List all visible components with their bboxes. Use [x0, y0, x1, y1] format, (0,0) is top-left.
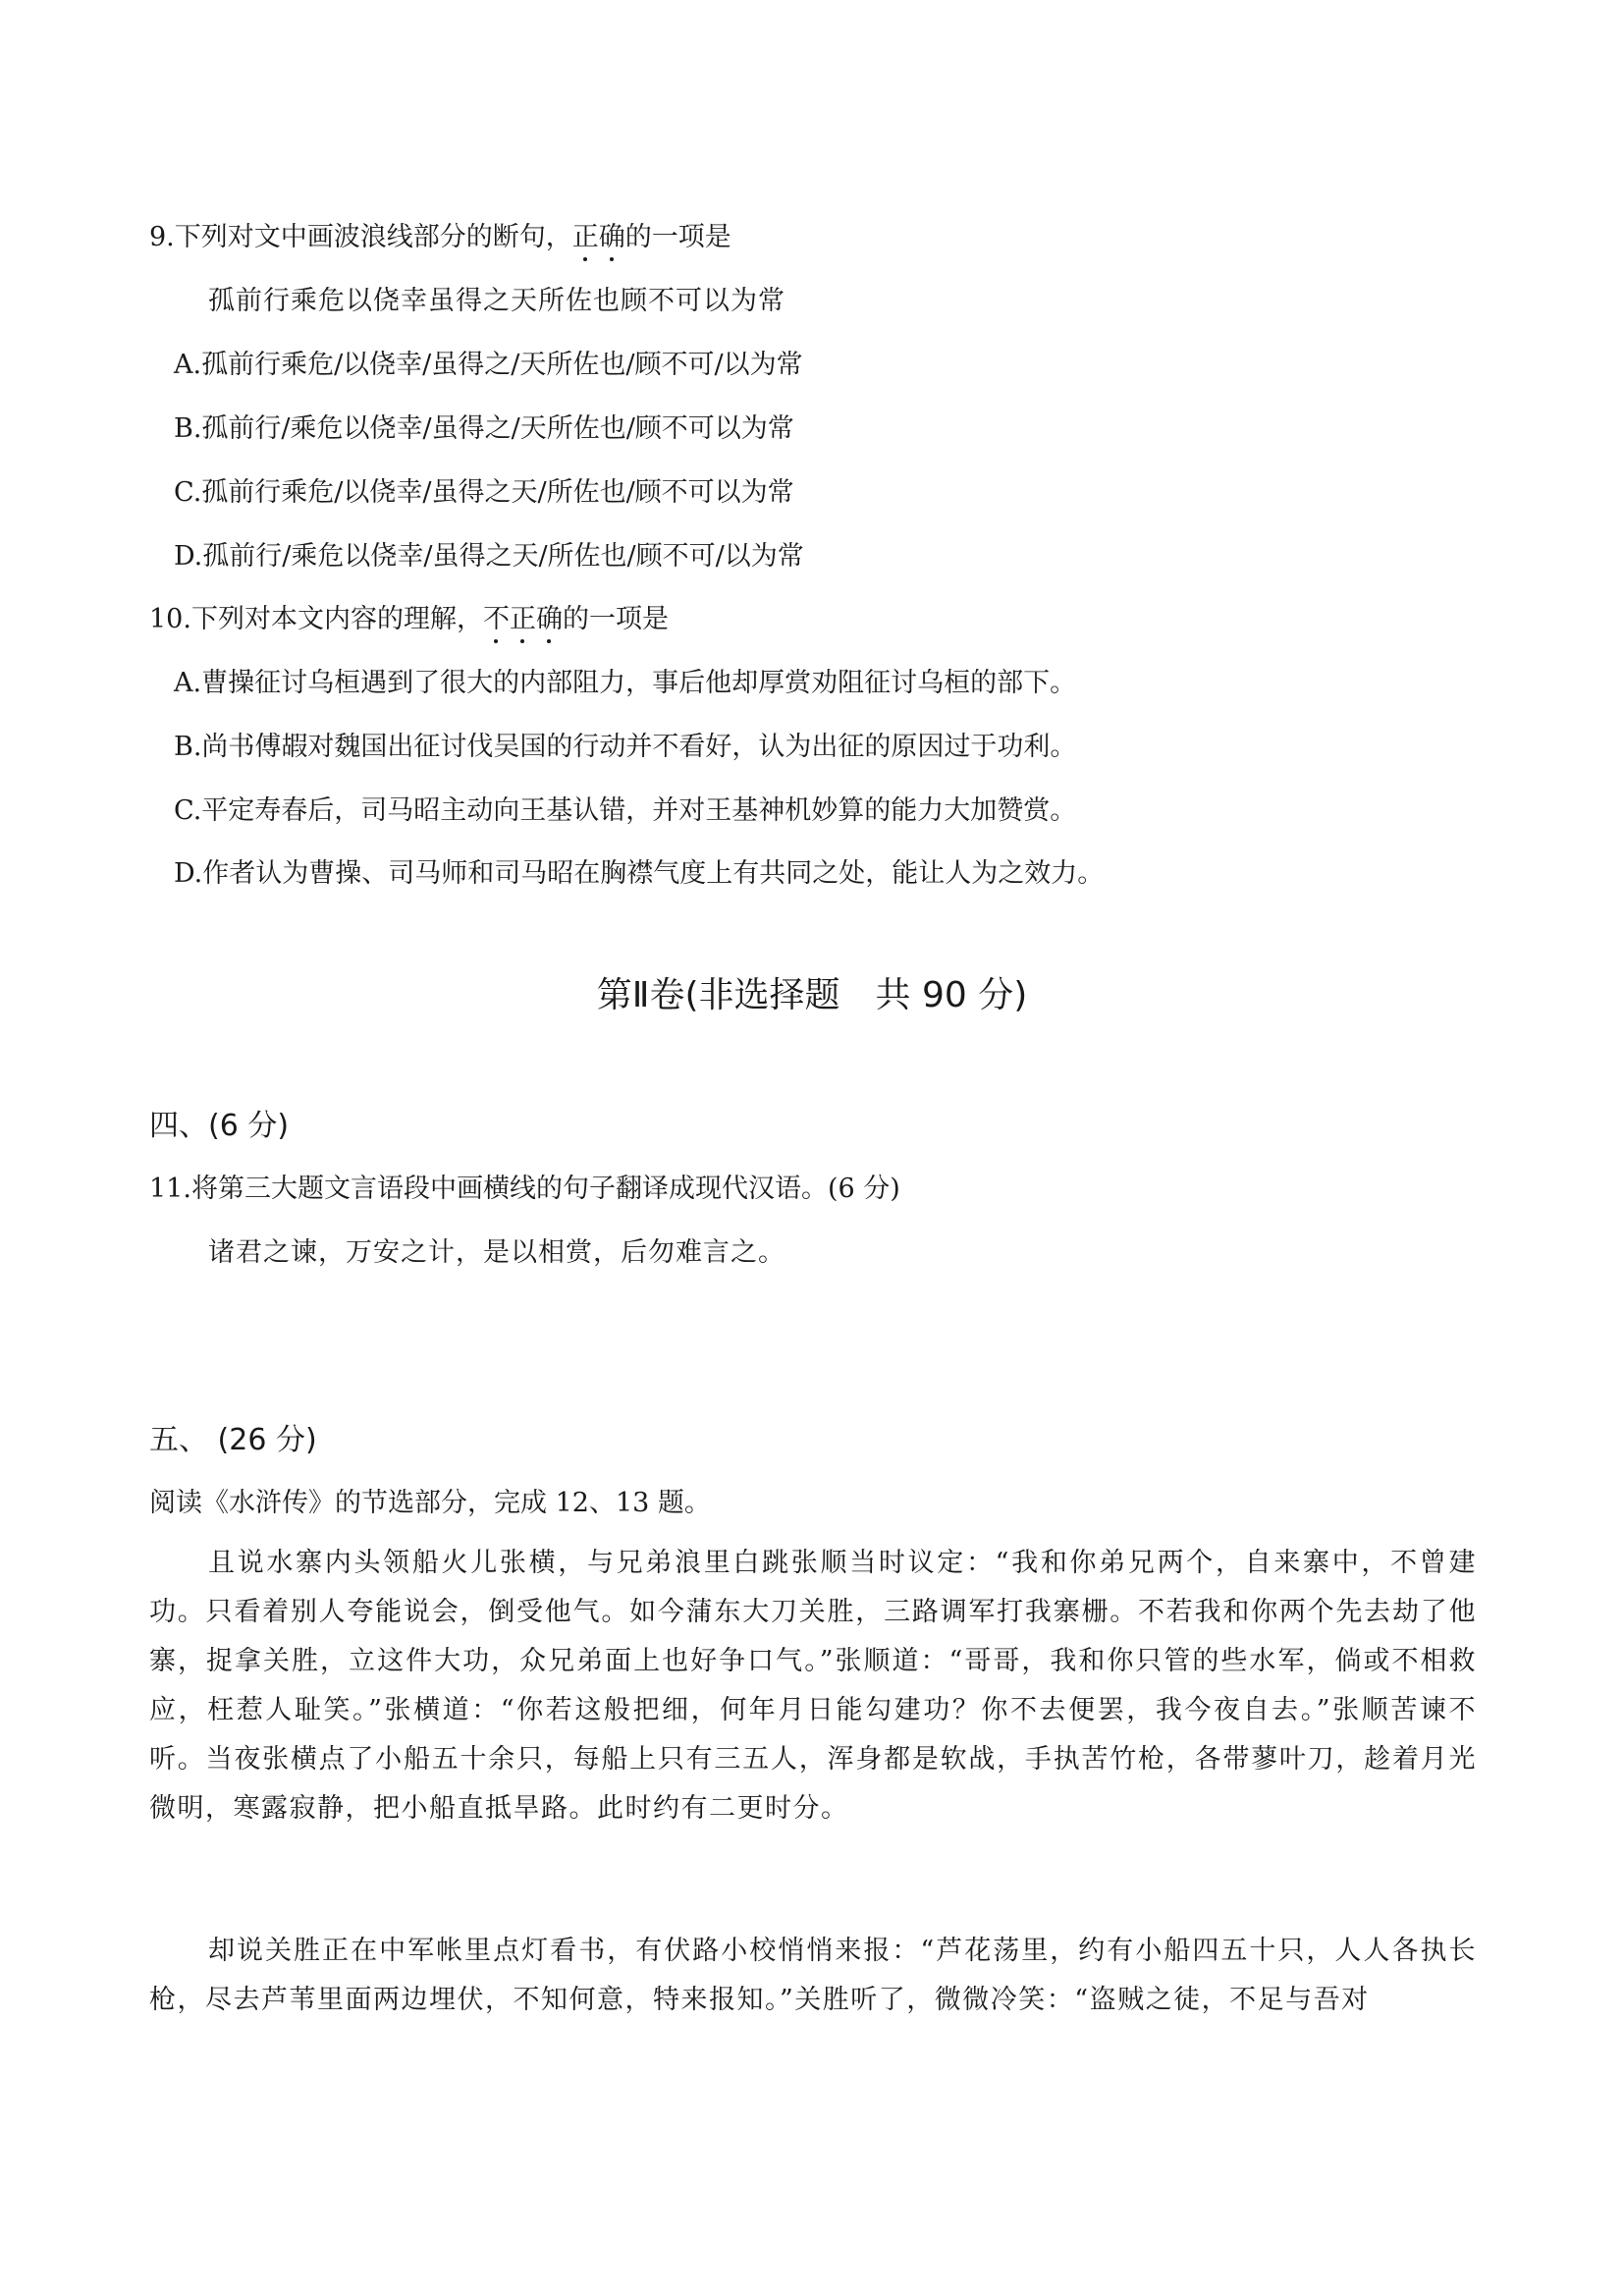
- question-10-stem-prefix: 10.下列对本文内容的理解，: [149, 604, 483, 634]
- emphasis-dot: [583, 257, 587, 261]
- emphasis-dot: [494, 639, 498, 643]
- question-9-stem: [149, 220, 731, 255]
- emphasis-dot: [520, 639, 524, 643]
- question-10-option-a: A.曹操征讨乌桓遇到了很大的内部阻力，事后他却厚赏劝阻征讨乌桓的部下。: [174, 668, 1077, 698]
- question-10-stem: [149, 602, 669, 637]
- question-10-emphasis: [483, 602, 563, 637]
- question-9-option-b: B.孤前行/乘危以侥幸/虽得之/天所佐也/顾不可以为常: [174, 413, 794, 444]
- question-9-stem-suffix: 的一项是: [624, 222, 731, 252]
- part-5-heading: 五、 (26 分): [149, 1423, 317, 1457]
- question-10-option-b: B.尚书傅嘏对魏国出征讨伐吴国的行动并不看好，认为出征的原因过于功利。: [174, 732, 1077, 762]
- question-9-option-c: C.孤前行乘危/以侥幸/虽得之天/所佐也/顾不可以为常: [174, 477, 794, 508]
- part-4-heading: 四、(6 分): [149, 1109, 290, 1143]
- question-10-option-d: D.作者认为曹操、司马师和司马昭在胸襟气度上有共同之处，能让人为之效力。: [174, 858, 1105, 889]
- question-11-stem: 11.将第三大题文言语段中画横线的句子翻译成现代汉语。(6 分): [149, 1174, 900, 1204]
- question-9-emphasis-text: 正确: [571, 222, 625, 252]
- question-10-emphasis-text: 不正确: [482, 604, 563, 634]
- question-9-emphasis: [572, 220, 625, 255]
- emphasis-dot: [547, 639, 551, 643]
- emphasis-dot: [610, 257, 614, 261]
- question-9-stem-prefix: 9.下列对文中画波浪线部分的断句，: [149, 222, 572, 252]
- question-9-source-text: 孤前行乘危以侥幸虽得之天所佐也顾不可以为常: [208, 286, 785, 316]
- section-2-title: 第Ⅱ卷(非选择题 共 90 分): [596, 975, 1028, 1015]
- question-9-option-d: D.孤前行/乘危以侥幸/虽得之天/所佐也/顾不可/以为常: [174, 541, 804, 572]
- question-11-sentence: 诸君之谏，万安之计，是以相赏，后勿难言之。: [208, 1237, 785, 1268]
- question-10-stem-suffix: 的一项是: [562, 604, 669, 634]
- part-5-intro: 阅读《水浒传》的节选部分，完成 12、13 题。: [149, 1488, 711, 1518]
- question-9-option-a: A.孤前行乘危/以侥幸/虽得之/天所佐也/顾不可/以为常: [174, 350, 803, 380]
- passage-paragraph-1: 且说水寨内头领船火儿张横，与兄弟浪里白跳张顺当时议定：“我和你弟兄两个，自来寨中，不曾建功。只看着别人夸能说会，倒受他气。如今蒲东大刀关胜，三路调军打我寨栅。不若我和你两个先去劫了他寨，捉拿关胜，立这件大功，众兄弟面上也好争口气。”张顺道：“哥哥，我和你只管的些水军，倘或不相救应，枉惹人耻笑。”张横道：“你若这般把细，何年月日能勾建功？你不去便罢，我今夜自去。”张顺苦谏不听。当夜张横点了小船五十余只，每船上只有三五人，浑身都是软战，手执苦竹枪，各带蓼叶刀，趁着月光微明，寒露寂静，把小船直抵旱路。此时约有二更时分。: [149, 1548, 1477, 1824]
- question-10-option-c: C.平定寿春后，司马昭主动向王基认错，并对王基神机妙算的能力大加赞赏。: [174, 795, 1077, 826]
- passage-paragraph-2: 却说关胜正在中军帐里点灯看书，有伏路小校悄悄来报：“芦花荡里，约有小船四五十只，人人各执长枪，尽去芦苇里面两边埋伏，不知何意，特来报知。”关胜听了，微微冷笑：“盗贼之徒，不足与吾对: [149, 1936, 1477, 2015]
